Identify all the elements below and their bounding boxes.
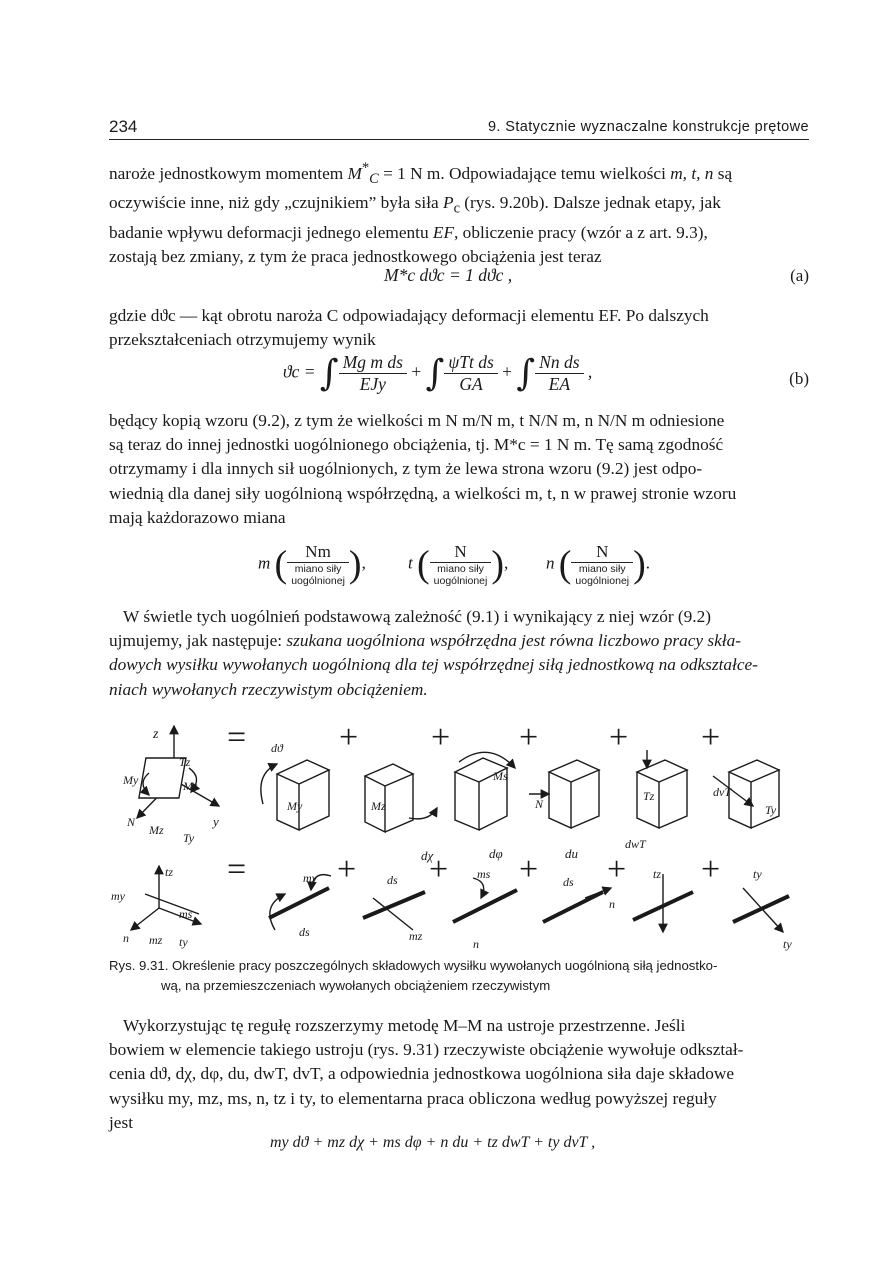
running-header bbox=[109, 117, 809, 140]
svg-text:z: z bbox=[153, 727, 159, 742]
paragraph-4: W świetle tych uogólnień podstawową zależność (9.1) i wynikający z niej wzór (9.2) ujmujemy, jak następuje: szukana uogólniona współrzędna jest równa liczbowo pracy skła- dowych wysiłku wywołanych uogólnioną dla tej współrzędnej siłą jednostkową na odkształce- niach wywołanych rzeczywistym obciążeniem. bbox=[109, 607, 758, 699]
plus-sign: + bbox=[701, 719, 721, 756]
bar-moment-z bbox=[363, 873, 425, 943]
bar-shear-z bbox=[633, 867, 693, 932]
svg-text:My: My bbox=[287, 799, 303, 813]
svg-text:y: y bbox=[213, 814, 219, 829]
svg-text:ty: ty bbox=[179, 935, 188, 949]
svg-text:+: + bbox=[519, 851, 539, 888]
svg-text:ds: ds bbox=[299, 925, 310, 939]
svg-text:Tz: Tz bbox=[643, 789, 655, 803]
svg-text:n: n bbox=[123, 931, 129, 945]
svg-text:ty: ty bbox=[783, 937, 792, 951]
svg-text:ms: ms bbox=[477, 867, 491, 881]
svg-text:My: My bbox=[123, 773, 139, 787]
svg-text:Ms: Ms bbox=[493, 769, 508, 783]
plus-sign: + bbox=[339, 719, 359, 756]
svg-text:N: N bbox=[127, 815, 136, 829]
final-equation: my dϑ + mz dχ + ms dφ + n du + tz dwT + ty dvT , bbox=[270, 1134, 596, 1151]
svg-text:mz: mz bbox=[409, 929, 423, 943]
unit-m: m ( Nm miano siły uogólnionej ), bbox=[258, 542, 366, 587]
unit-t: t ( N miano siły uogólnionej ), bbox=[408, 542, 509, 587]
running-title: 9. Statycznie wyznaczalne konstrukcje prętowe bbox=[487, 119, 809, 135]
plus-sign: + bbox=[519, 719, 539, 756]
block-bending-z bbox=[365, 764, 437, 863]
svg-text:=: = bbox=[227, 851, 247, 888]
svg-text:ds: ds bbox=[387, 873, 398, 887]
svg-text:my: my bbox=[303, 871, 317, 885]
bar-torsion bbox=[453, 867, 517, 951]
svg-text:n: n bbox=[473, 937, 479, 951]
svg-text:Ms: Ms bbox=[183, 779, 198, 793]
svg-text:N: N bbox=[535, 797, 544, 811]
top-row-operators bbox=[227, 719, 720, 756]
svg-text:Mz: Mz bbox=[371, 799, 386, 813]
block-shear-y bbox=[713, 760, 779, 828]
svg-text:+: + bbox=[701, 851, 721, 888]
block-axial bbox=[529, 760, 599, 861]
bottom-row-operators bbox=[227, 851, 720, 888]
svg-text:+: + bbox=[337, 851, 357, 888]
equation-a: M*c dϑc = 1 dϑc , bbox=[384, 265, 513, 285]
svg-text:ms: ms bbox=[179, 907, 193, 921]
svg-text:Tz: Tz bbox=[179, 755, 191, 769]
paragraph-5: Wykorzystując tę regułę rozszerzymy metodę M–M na ustroje przestrzenne. Jeśli bowiem w elemencie takiego ustroju (rys. 9.31) rzeczywiste obciążenie wywołuje odkształ- cenia dϑ, dχ, dφ, du, dwT, dvT, a odpowiednia jednostkowa uogólniona siła daje składowe wysiłku my, mz, ms, n, tz i ty, to elementarna praca obliczona według powyższej reguły jest bbox=[109, 1016, 744, 1132]
svg-text:Ty: Ty bbox=[765, 803, 777, 817]
block-shear-z bbox=[625, 750, 687, 851]
svg-text:dvT: dvT bbox=[713, 785, 731, 799]
svg-text:tz: tz bbox=[653, 867, 662, 881]
block-bending-y bbox=[261, 741, 329, 830]
block-torsion bbox=[455, 752, 515, 861]
svg-text:+: + bbox=[607, 851, 627, 888]
element-axes-bottom bbox=[111, 865, 201, 949]
element-axes-top bbox=[122, 726, 219, 845]
bar-shear-y bbox=[733, 867, 792, 951]
top-row-blocks bbox=[261, 741, 779, 863]
svg-text:du: du bbox=[565, 846, 578, 861]
paragraph-1: naroże jednostkowym momentem $M^*_C = 1$ N m. Odpowiadające temu wielkości m, t, n są oczywiście inne, niż gdy „czujnikiem” była siła $P_c$ (rys. 9.20b). Dalsze jednak etapy, jak badanie wpływu deformacji jednego elementu EF, obliczenie pracy (wzór a z art. 9.3), zostają bez zmiany, z tym że praca jednostkowego obciążenia jest teraz bbox=[109, 160, 733, 267]
svg-text:n: n bbox=[609, 897, 615, 911]
svg-text:+: + bbox=[429, 851, 449, 888]
paragraph-3: będący kopią wzoru (9.2), z tym że wielkości m N m/N m, t N/N m, n N/N m odniesione są teraz do innej jednostki uogólnionego obciążenia, tj. M*c = 1 N m. Tę samą zgodność otrzymamy i dla innych sił uogólnionych, z tym że lewa strona wzoru (9.2) jest odpo- wiednią dla danej siły uogólnioną współrzędną, a wielkości m, t, n w prawej stronie wzoru mają każdorazowo miana bbox=[109, 411, 737, 527]
equation-a-label: (a) bbox=[790, 266, 809, 285]
svg-text:ds: ds bbox=[563, 875, 574, 889]
unit-n: n ( N miano siły uogólnionej ). bbox=[546, 542, 651, 587]
svg-text:dχ: dχ bbox=[421, 848, 434, 863]
svg-text:Ty: Ty bbox=[183, 831, 195, 845]
bar-moment-y bbox=[269, 871, 331, 939]
paragraph-2: gdzie dϑc — kąt obrotu naroża C odpowiadający deformacji elementu EF. Po dalszych przekształceniach otrzymujemy wynik bbox=[109, 306, 709, 350]
svg-text:tz: tz bbox=[165, 865, 174, 879]
figure-caption: Rys. 9.31. Określenie pracy poszczególnych składowych wysiłku wywołanych uogólnioną siłą jednostko- wą, na przemieszczeniach wywołanych obciążeniem rzeczywistym bbox=[109, 958, 718, 993]
plus-sign: + bbox=[609, 719, 629, 756]
equation-b-label: (b) bbox=[789, 369, 809, 388]
svg-text:my: my bbox=[111, 889, 125, 903]
svg-text:dwT: dwT bbox=[625, 837, 646, 851]
page-number: 234 bbox=[109, 117, 138, 136]
bar-axial bbox=[543, 875, 615, 922]
equals-sign: = bbox=[227, 719, 247, 756]
figure-9-31 bbox=[109, 718, 811, 954]
svg-text:dφ: dφ bbox=[489, 846, 503, 861]
svg-text:mz: mz bbox=[149, 933, 163, 947]
svg-text:ty: ty bbox=[753, 867, 762, 881]
plus-sign: + bbox=[431, 719, 451, 756]
equation-b: ϑc = ∫ $\frac{\text{Mg m ds}}{\text{EJy}}$ + ∫ $\frac{\text{ψTt ds}}{GA}$ + ∫ $\frac{\text{Nn ds}}{EA}$ , bbox=[283, 352, 593, 394]
svg-text:dϑ: dϑ bbox=[271, 741, 283, 755]
svg-text:Mz: Mz bbox=[149, 823, 164, 837]
